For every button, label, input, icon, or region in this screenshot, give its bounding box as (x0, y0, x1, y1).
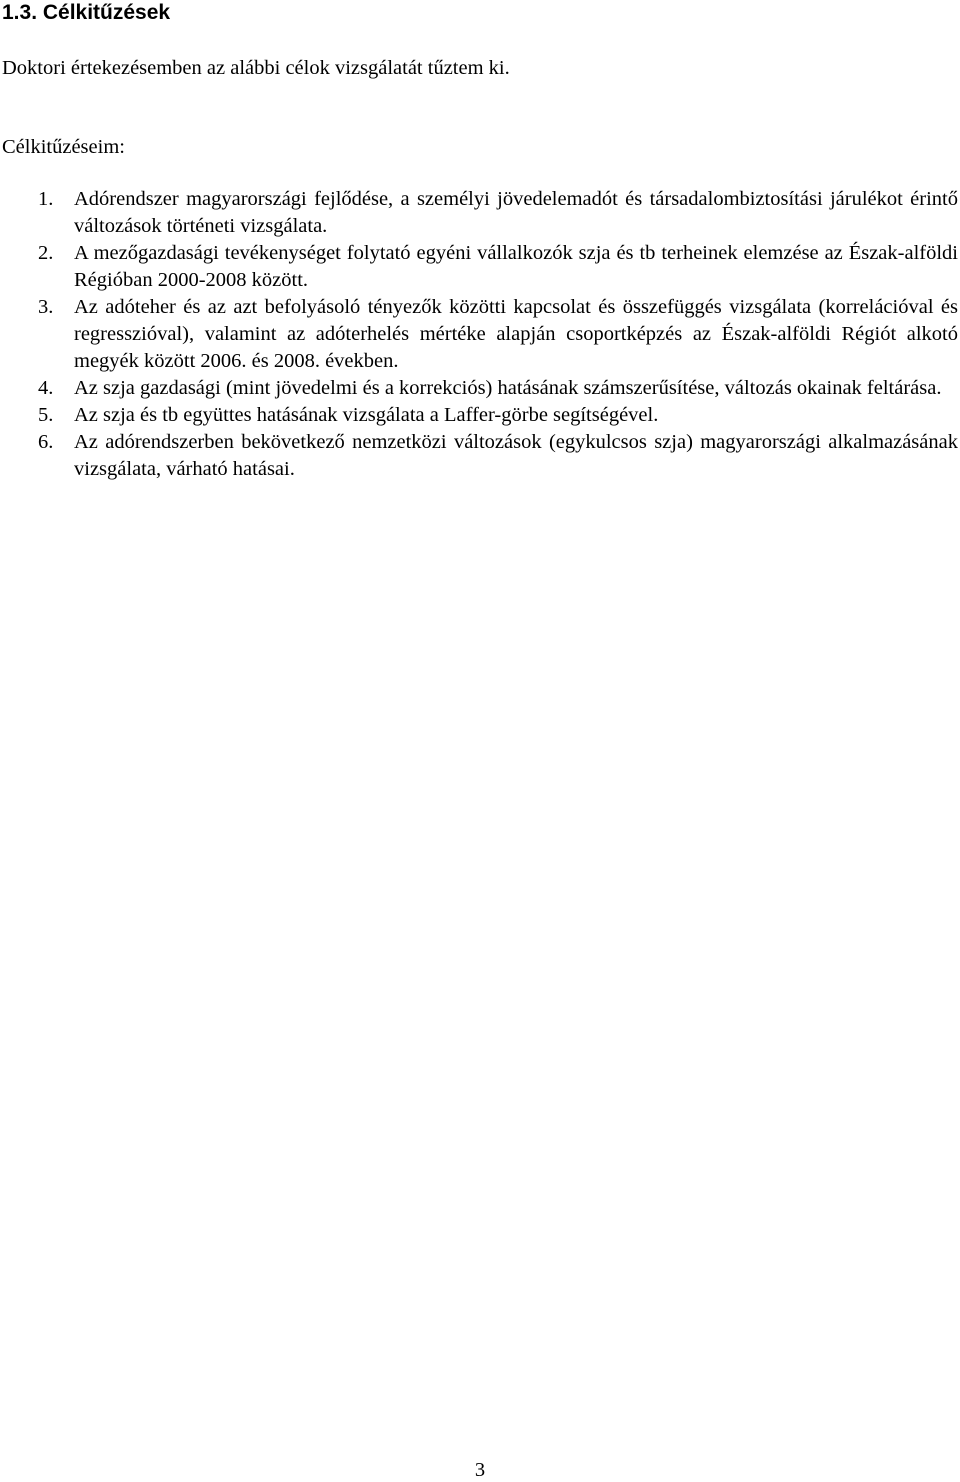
goal-list (0, 186, 958, 483)
goal-text: Az adórendszerben bekövetkező nemzetközi változások (egykulcsos szja) magyarországi alkalmazásának vizsgálata, várható hatásai. (74, 431, 958, 480)
goal-item-3 (0, 294, 958, 375)
goal-text: Az szja és tb együttes hatásának vizsgálata a Laffer-görbe segítségével. (74, 404, 659, 426)
goal-text: Adórendszer magyarországi fejlődése, a személyi jövedelemadót és társadalombiztosítási járulékot érintő változások történeti vizsgálata. (74, 188, 958, 237)
goal-text: A mezőgazdasági tevékenységet folytató egyéni vállalkozók szja és tb terheinek elemzése az Észak-alföldi Régióban 2000-2008 között. (74, 242, 958, 291)
goal-text: Az szja gazdasági (mint jövedelmi és a korrekciós) hatásának számszerűsítése, változás okainak feltárása. (74, 377, 942, 399)
goal-item-2 (0, 240, 958, 294)
goal-item-4 (0, 375, 958, 402)
goals-label: Célkitűzéseim: (2, 136, 125, 158)
goal-item-6 (0, 429, 958, 483)
goal-number: 5. (38, 404, 54, 426)
goal-number: 2. (38, 242, 54, 264)
goal-number: 4. (38, 377, 54, 399)
goal-number: 3. (38, 296, 54, 318)
goal-item-1 (0, 186, 958, 240)
intro-paragraph: Doktori értekezésemben az alábbi célok vizsgálatát tűztem ki. (2, 57, 510, 79)
goal-number: 1. (38, 188, 54, 210)
goal-text: Az adóteher és az azt befolyásoló tényezők közötti kapcsolat és összefüggés vizsgálata (korrelációval és regresszióval), valamint az adóterhelés mértéke alapján csoportképzés az Észak-alföldi Régiót alkotó megyék között 2006. és 2008. években. (74, 296, 958, 372)
section-heading: 1.3. Célkitűzések (2, 1, 171, 24)
page-number: 3 (474, 1459, 486, 1481)
goal-number: 6. (38, 431, 54, 453)
goal-item-5 (0, 402, 958, 429)
